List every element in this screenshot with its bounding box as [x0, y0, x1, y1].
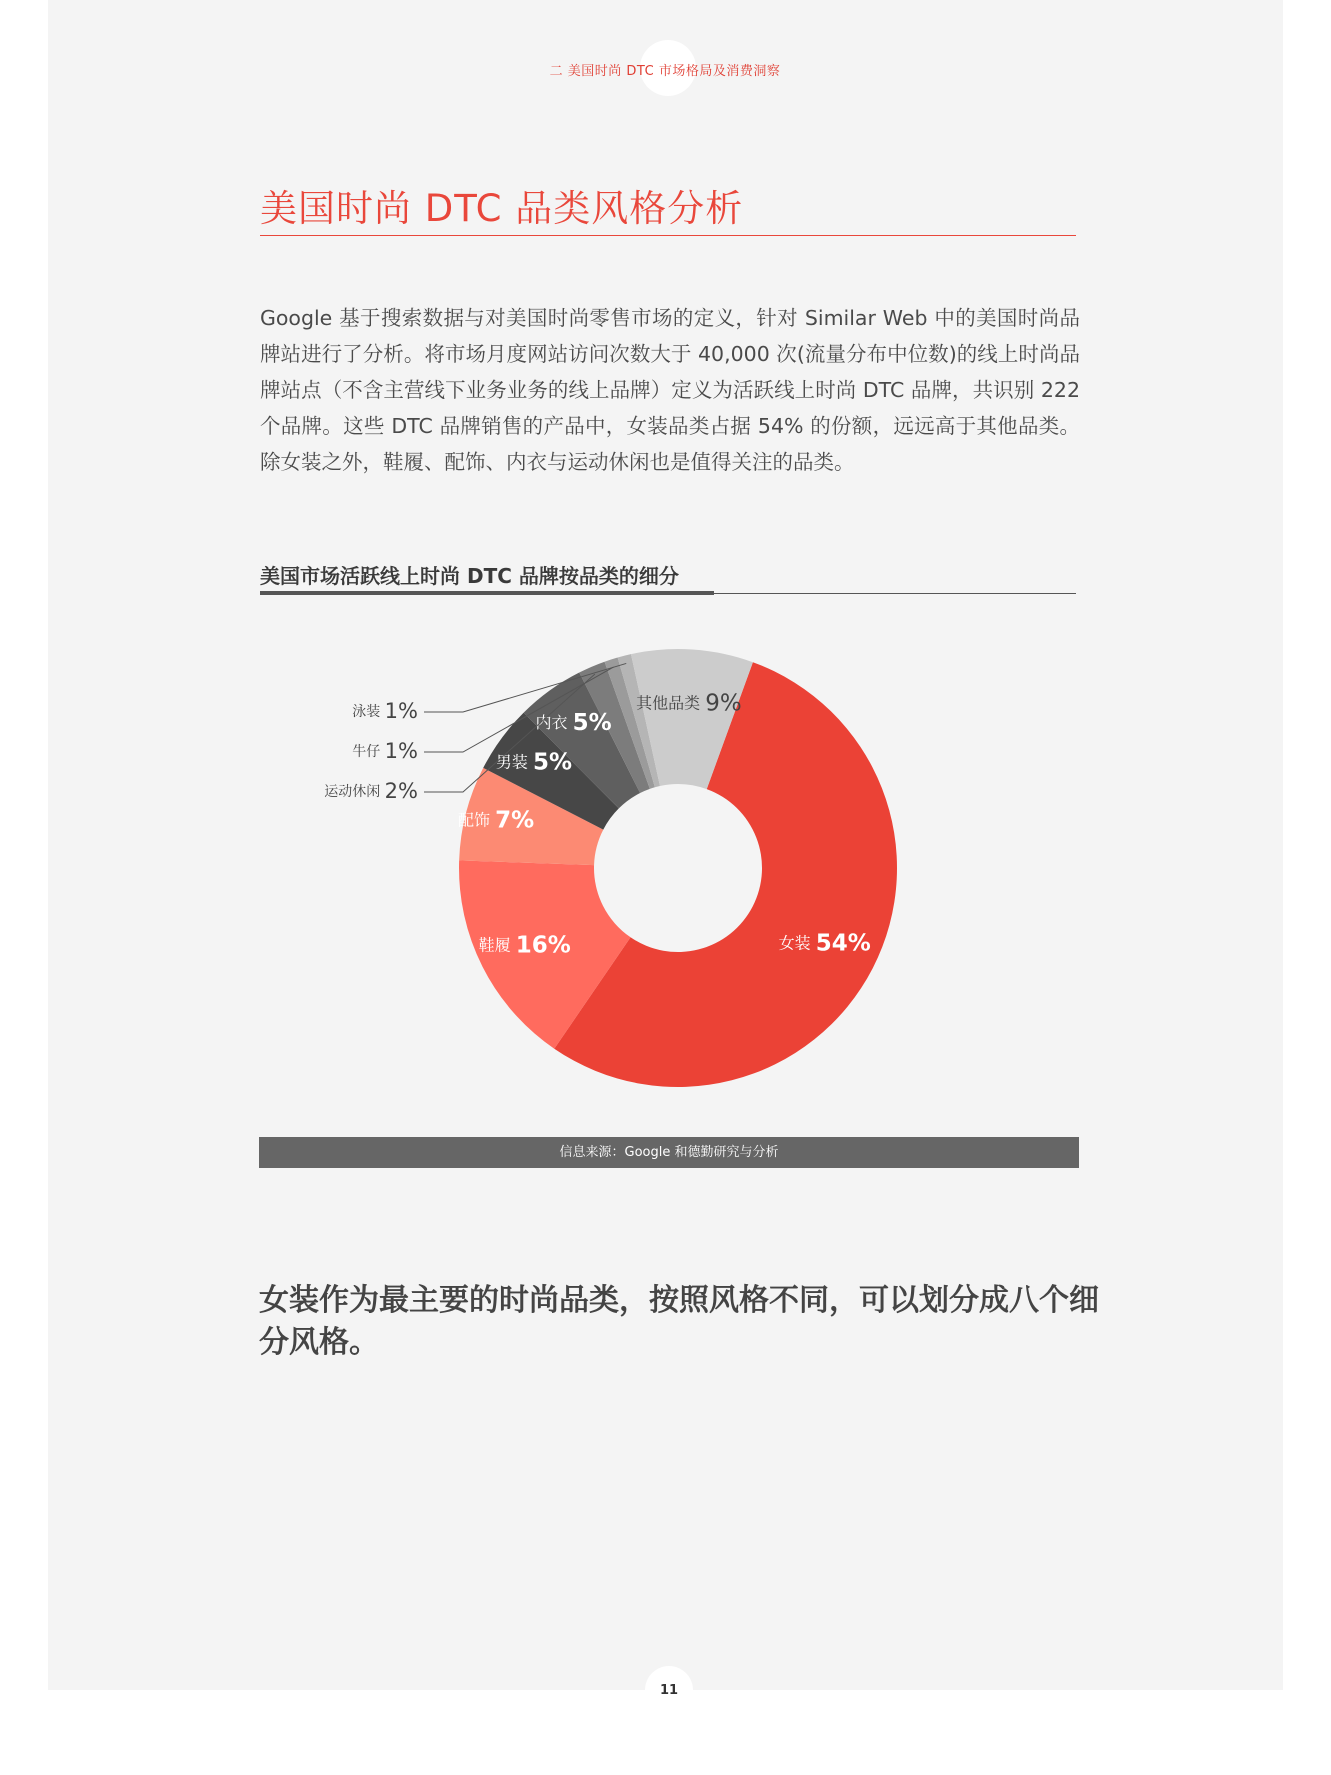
- section-label: 二 美国时尚 DTC 市场格局及消费洞察: [549, 64, 781, 79]
- source-note: 信息来源：Google 和德勤研究与分析: [259, 1137, 1079, 1168]
- slice-label-4: 内衣 5%: [535, 709, 612, 736]
- chart-title: 美国市场活跃线上时尚 DTC 品牌按品类的细分: [260, 564, 679, 588]
- slice-label-8: 其他品类 9%: [636, 689, 742, 716]
- conclusion-heading: 女装作为最主要的时尚品类，按照风格不同，可以划分成八个细分风格。: [259, 1283, 1099, 1360]
- slice-label-0: 女装 54%: [778, 929, 871, 956]
- slice-label-1: 鞋履 16%: [478, 931, 571, 958]
- page-title: 美国时尚 DTC 品类风格分析: [260, 187, 744, 230]
- slice-label-2: 配饰 7%: [458, 807, 535, 834]
- slice-label-5: 运动休闲 2%: [324, 779, 418, 803]
- slice-label-7: 泳装 1%: [352, 699, 418, 723]
- slice-label-3: 男装 5%: [495, 749, 573, 776]
- page-number: 11: [659, 1683, 679, 1698]
- slice-label-6: 牛仔 1%: [352, 739, 418, 763]
- intro-paragraph: Google 基于搜索数据与对美国时尚零售市场的定义，针对 Similar Web 中的美国时尚品牌站进行了分析。将市场月度网站访问次数大于 40,000 次(流量分布中位数)的线上时尚品牌站点（不含主营线下业务业务的线上品牌）定义为活跃线上时尚 DTC 品牌，共识别 222 个品牌。这些 DTC 品牌销售的产品中，女装品类占据 54% 的份额，远远高于其他品类。除女装之外，鞋履、配饰、内衣与运动休闲也是值得关注的品类。: [260, 306, 1080, 474]
